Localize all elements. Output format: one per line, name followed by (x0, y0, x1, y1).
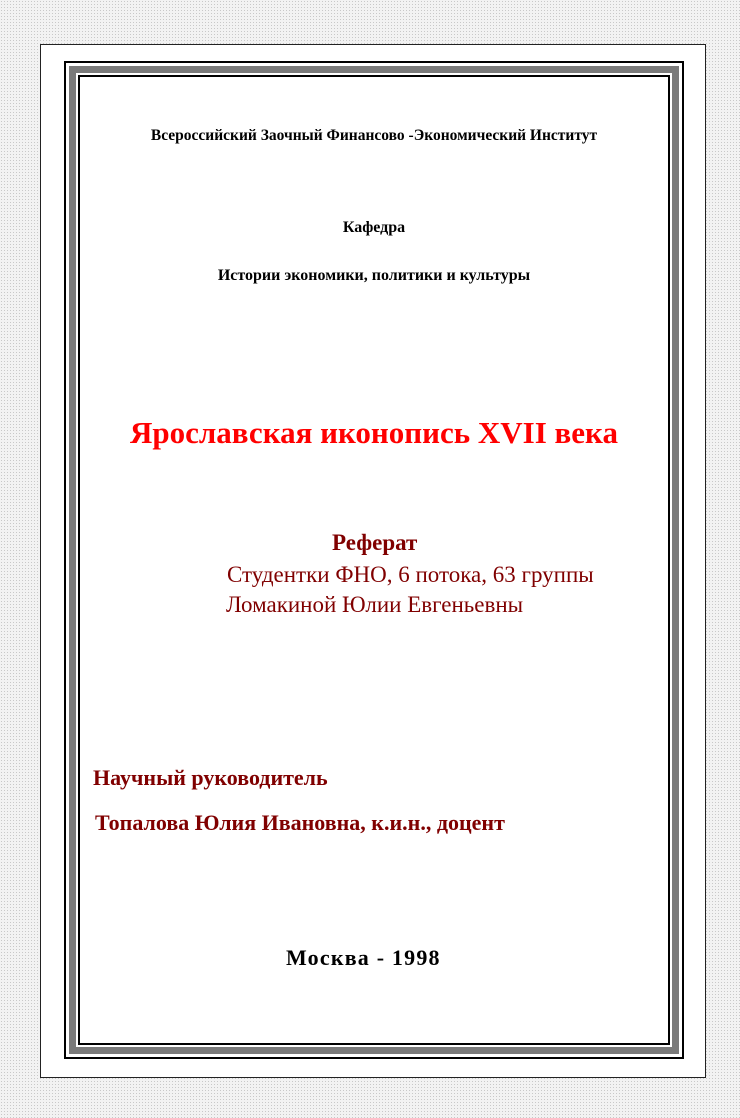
department-label: Кафедра (342, 219, 406, 236)
page-border-band (69, 66, 679, 1054)
document-title: Ярославская иконопись XVII века (130, 415, 618, 450)
department-name: Истории экономики, политики и культуры (217, 267, 531, 284)
page-content (78, 75, 670, 1045)
institute-name: Всероссийский Заочный Финансово -Экономический Институт (150, 127, 598, 144)
document-page (40, 44, 706, 1078)
work-type: Реферат (332, 530, 418, 555)
city-year: Москва - 1998 (286, 945, 441, 970)
advisor-name: Топалова Юлия Ивановна, к.и.н., доцент (95, 810, 505, 835)
student-line-2: Ломакиной Юлии Евгеньевны (226, 592, 524, 617)
student-line-1: Студентки ФНО, 6 потока, 63 группы (227, 562, 594, 587)
page-border (64, 61, 684, 1059)
advisor-label: Научный руководитель (93, 765, 328, 790)
